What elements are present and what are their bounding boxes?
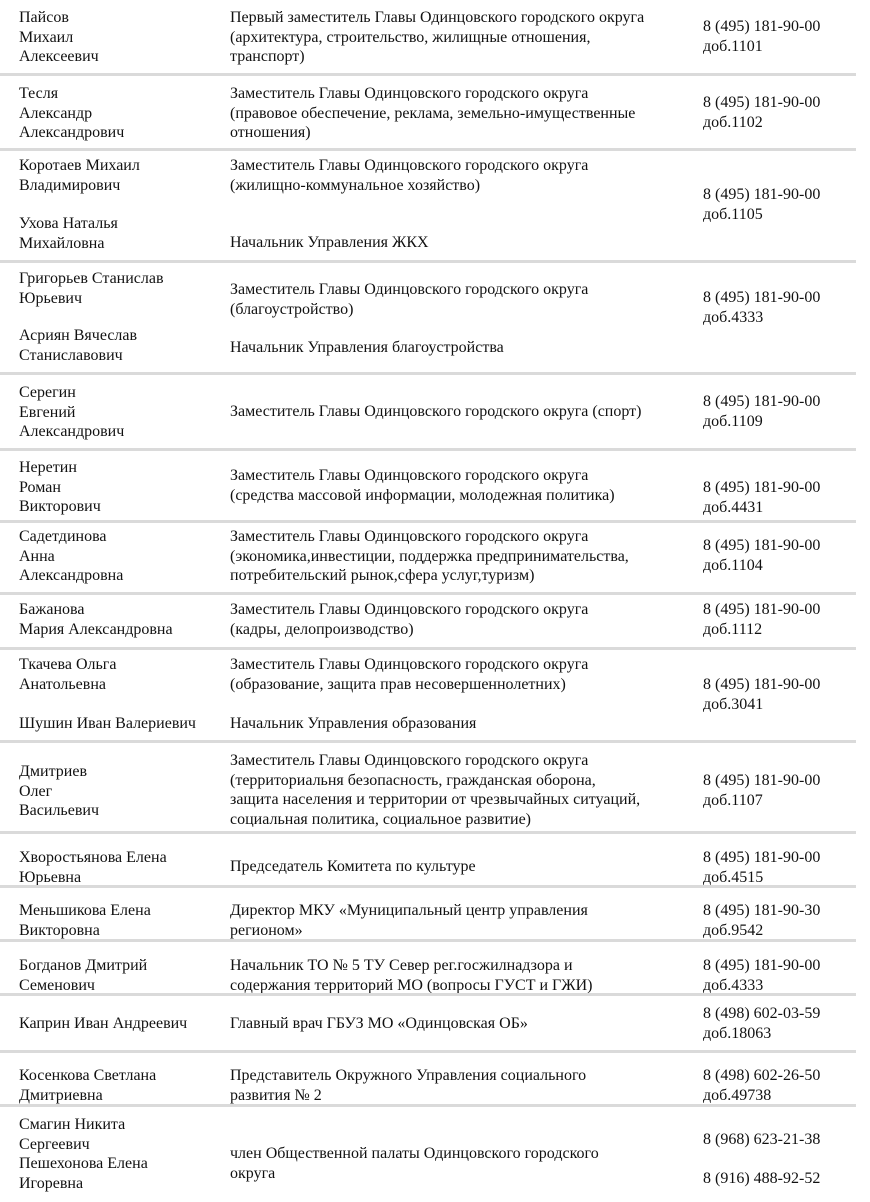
- phone-number: 8 (495) 181-90-00 доб.1109: [703, 393, 821, 430]
- position-text: Директор МКУ «Муниципальный центр управления регионом»: [230, 902, 588, 939]
- person-name: Дмитриев Олег Васильевич: [19, 763, 99, 819]
- phone-number: 8 (495) 181-90-00 доб.4333: [703, 289, 821, 326]
- position-text: Заместитель Главы Одинцовского городского округа (спорт): [230, 403, 642, 420]
- table-row: [0, 451, 870, 523]
- person-name: Коротаев Михаил Владимирович: [19, 157, 140, 194]
- person-name: Пайсов Михаил Алексеевич: [19, 9, 99, 65]
- position-text: член Общественной палаты Одинцовского городского округа: [230, 1145, 599, 1182]
- position-text: Заместитель Главы Одинцовского городского округа (благоустройство): [230, 281, 589, 318]
- person-name: Тесля Александр Александрович: [19, 85, 125, 141]
- table-row: [0, 375, 870, 451]
- position-text: Заместитель Главы Одинцовского городского округа (жилищно-коммунальное хозяйство): [230, 157, 589, 194]
- position-text: Заместитель Главы Одинцовского городского округа (средства массовой информации, молодежная политика): [230, 467, 615, 504]
- person-name: Хворостьянова Елена Юрьевна: [19, 849, 167, 886]
- table-row: [0, 996, 870, 1053]
- position-text: Начальник Управления образования: [230, 715, 477, 732]
- person-name: Ухова Наталья Михайловна: [19, 215, 118, 252]
- table-row: [0, 1053, 870, 1107]
- phone-number: 8 (495) 181-90-00 доб.1104: [703, 537, 821, 574]
- table-row: [0, 1107, 870, 1202]
- person-name: Пешехонова Елена Игоревна: [19, 1155, 148, 1192]
- person-name: Смагин Никита Сергеевич: [19, 1116, 126, 1153]
- table-row: [0, 834, 870, 888]
- person-name: Григорьев Станислав Юрьевич: [19, 270, 164, 307]
- person-name: Неретин Роман Викторович: [19, 459, 101, 515]
- position-text: Председатель Комитета по культуре: [230, 858, 476, 875]
- position-text: Начальник Управления благоустройства: [230, 339, 504, 356]
- phone-number: 8 (495) 181-90-00 доб.1102: [703, 94, 821, 131]
- table-row: [0, 942, 870, 996]
- phone-number: 8 (968) 623-21-38: [703, 1131, 821, 1148]
- person-name: Меньшикова Елена Викторовна: [19, 902, 151, 939]
- position-text: Заместитель Главы Одинцовского городского округа (правовое обеспечение, реклама, земельно-имущественные отношения): [230, 85, 636, 141]
- person-name: Косенкова Светлана Дмитриевна: [19, 1067, 157, 1104]
- position-text: Первый заместитель Главы Одинцовского городского округа (архитектура, строительство, жилищные отношения, транспорт): [230, 9, 645, 65]
- table-row: [0, 523, 870, 595]
- phone-number: 8 (498) 602-03-59 доб.18063: [703, 1005, 821, 1042]
- person-name: Богданов Дмитрий Семенович: [19, 957, 148, 994]
- person-name: Серегин Евгений Александрович: [19, 384, 125, 440]
- phone-number: 8 (495) 181-90-30 доб.9542: [703, 902, 821, 939]
- position-text: Начальник ТО № 5 ТУ Север рег.госжилнадзора и содержания территорий МО (вопросы ГУСТ и ГЖИ): [230, 957, 593, 994]
- phone-number: 8 (498) 602-26-50 доб.49738: [703, 1067, 821, 1104]
- person-name: Бажанова Мария Александровна: [19, 601, 173, 638]
- phone-number: 8 (495) 181-90-00 доб.1105: [703, 186, 821, 223]
- position-text: Заместитель Главы Одинцовского городского округа (территориальня безопасность, гражданская оборона, защита населения и территории от чрезвычайных ситуаций, социальная политика, социальное развитие): [230, 752, 641, 828]
- table-row: [0, 743, 870, 834]
- table-row: [0, 595, 870, 650]
- phone-number: 8 (495) 181-90-00 доб.4515: [703, 849, 821, 886]
- table-row: [0, 76, 870, 151]
- phone-number: 8 (495) 181-90-00 доб.3041: [703, 676, 821, 713]
- phone-number: 8 (495) 181-90-00 доб.1112: [703, 601, 821, 638]
- position-text: Главный врач ГБУЗ МО «Одинцовская ОБ»: [230, 1015, 528, 1032]
- table-row: [0, 0, 870, 76]
- position-text: Заместитель Главы Одинцовского городского округа (кадры, делопроизводство): [230, 601, 589, 638]
- table-row: [0, 888, 870, 942]
- person-name: Ткачева Ольга Анатольевна: [19, 656, 117, 693]
- position-text: Представитель Окружного Управления социального развития № 2: [230, 1067, 587, 1104]
- phone-number: 8 (495) 181-90-00 доб.4333: [703, 957, 821, 994]
- table-row: [0, 650, 870, 743]
- table-row: [0, 151, 870, 263]
- table-row: [0, 263, 870, 375]
- position-text: Заместитель Главы Одинцовского городского округа (экономика,инвестиции, поддержка предпринимательства, потребительский рынок,сфера услуг,туризм): [230, 528, 629, 584]
- person-name: Каприн Иван Андреевич: [19, 1015, 188, 1032]
- phone-number: 8 (916) 488-92-52: [703, 1170, 821, 1187]
- position-text: Заместитель Главы Одинцовского городского округа (образование, защита прав несовершеннолетних): [230, 656, 589, 693]
- phone-number: 8 (495) 181-90-00 доб.4431: [703, 479, 821, 516]
- phone-number: 8 (495) 181-90-00 доб.1107: [703, 772, 821, 809]
- person-name: Асриян Вячеслав Станиславович: [19, 327, 138, 364]
- person-name: Шушин Иван Валериевич: [19, 715, 196, 732]
- phone-number: 8 (495) 181-90-00 доб.1101: [703, 18, 821, 55]
- position-text: Начальник Управления ЖКХ: [230, 234, 429, 251]
- person-name: Садетдинова Анна Александровна: [19, 528, 124, 584]
